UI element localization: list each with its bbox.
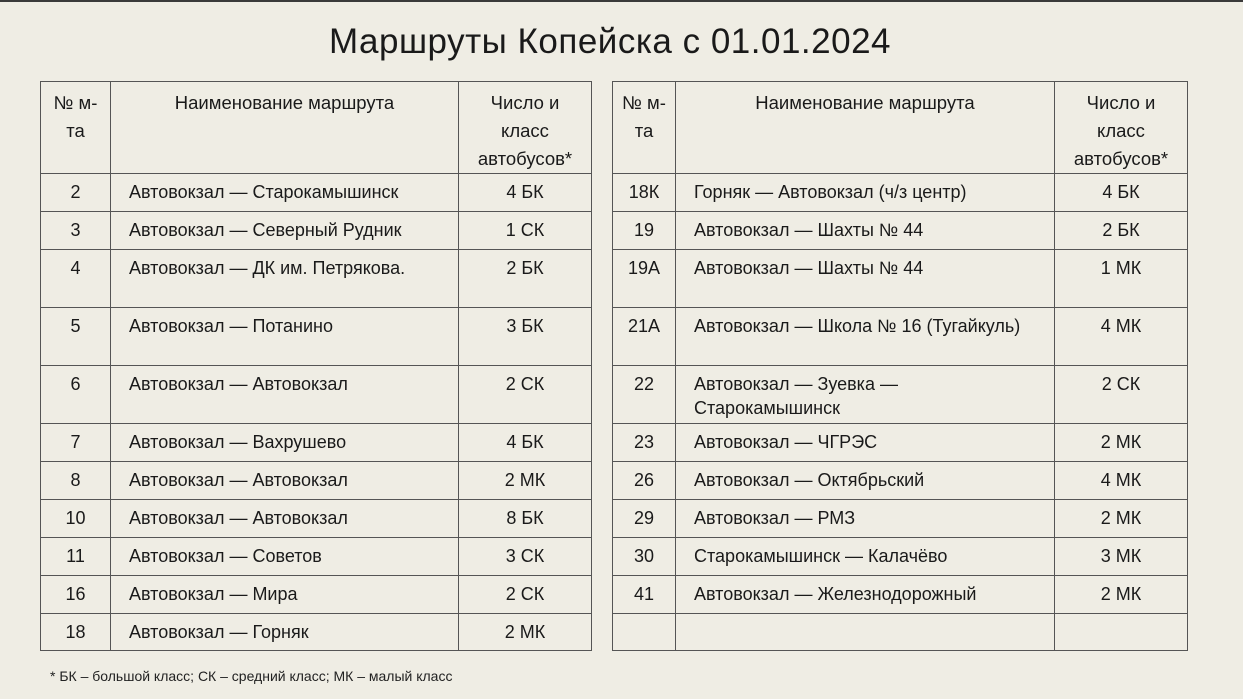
route-name-cell: Автовокзал — Железнодорожный [676,576,1055,614]
route-number-cell: 29 [613,500,676,538]
bus-count-cell: 2 СК [459,366,592,424]
bus-count-cell: 4 МК [1055,462,1188,500]
table-row [41,500,592,538]
route-number-cell: 41 [613,576,676,614]
header-bus-count: Число и класс автобусов* [1055,82,1188,174]
bus-count-cell: 1 МК [1055,250,1188,308]
route-name-cell: Автовокзал — РМЗ [676,500,1055,538]
bus-count-cell: 2 МК [1055,500,1188,538]
route-name-cell: Автовокзал — Старокамышинск [111,174,459,212]
bus-count-cell: 2 МК [1055,576,1188,614]
route-number-cell: 23 [613,424,676,462]
table-row [613,366,1188,424]
table-row [613,538,1188,576]
bus-count-cell: 2 СК [459,576,592,614]
bus-count-cell: 1 СК [459,212,592,250]
bus-count-cell: 3 СК [459,538,592,576]
route-name-cell: Автовокзал — Потанино [111,308,459,366]
table-row [41,538,592,576]
table-row [41,174,592,212]
bus-count-cell: 2 МК [1055,424,1188,462]
route-name-cell: Автовокзал — Зуевка — Старокамышинск [676,366,1055,424]
bus-count-cell: 2 МК [459,614,592,651]
table-row [41,212,592,250]
table-row [41,576,592,614]
table-row [613,174,1188,212]
route-number-cell: 7 [41,424,111,462]
route-number-cell: 21А [613,308,676,366]
table-row [613,308,1188,366]
route-name-cell: Старокамышинск — Калачёво [676,538,1055,576]
bus-count-cell: 4 МК [1055,308,1188,366]
bus-count-cell: 2 МК [459,462,592,500]
routes-table-right [612,81,1188,651]
route-name-cell: Автовокзал — Октябрьский [676,462,1055,500]
route-name-cell: Автовокзал — Автовокзал [111,462,459,500]
bus-count-cell: 2 БК [1055,212,1188,250]
header-route-number: № м-та [613,82,676,174]
header-route-name: Наименование маршрута [676,82,1055,174]
route-number-cell: 4 [41,250,111,308]
route-number-cell: 10 [41,500,111,538]
route-number-cell: 8 [41,462,111,500]
route-number-cell: 19 [613,212,676,250]
table-row [41,308,592,366]
route-number-cell: 16 [41,576,111,614]
routes-table-left [40,81,592,651]
header-route-name: Наименование маршрута [111,82,459,174]
table-row [613,250,1188,308]
route-number-cell: 3 [41,212,111,250]
table-row [613,614,1188,651]
route-name-cell: Автовокзал — Советов [111,538,459,576]
bus-count-cell: 2 БК [459,250,592,308]
bus-count-cell: 4 БК [459,424,592,462]
page-title: Маршруты Копейска с 01.01.2024 [328,22,892,61]
route-name-cell: Автовокзал — Школа № 16 (Тугайкуль) [676,308,1055,366]
route-number-cell: 18К [613,174,676,212]
table-header-row [613,82,1188,174]
route-name-cell: Автовокзал — Горняк [111,614,459,651]
bus-count-cell: 3 МК [1055,538,1188,576]
route-name-cell: Автовокзал — Шахты № 44 [676,250,1055,308]
bus-count-cell: 4 БК [459,174,592,212]
table-row [41,424,592,462]
table-row [613,500,1188,538]
route-number-cell: 11 [41,538,111,576]
route-number-cell: 5 [41,308,111,366]
table-row [41,366,592,424]
table-header-row [41,82,592,174]
route-number-cell: 26 [613,462,676,500]
bus-count-cell: 8 БК [459,500,592,538]
route-name-cell: Горняк — Автовокзал (ч/з центр) [676,174,1055,212]
route-name-cell: Автовокзал — Северный Рудник [111,212,459,250]
table-row [41,462,592,500]
route-number-cell [613,614,676,651]
table-row [41,614,592,651]
route-number-cell: 19А [613,250,676,308]
footnote: * БК – большой класс; СК – средний класс; МК – малый класс [50,668,453,684]
route-name-cell: Автовокзал — ЧГРЭС [676,424,1055,462]
header-bus-count: Число и класс автобусов* [459,82,592,174]
route-name-cell: Автовокзал — Шахты № 44 [676,212,1055,250]
bus-count-cell [1055,614,1188,651]
route-name-cell [676,614,1055,651]
table-row [613,462,1188,500]
route-name-cell: Автовокзал — Автовокзал [111,366,459,424]
bus-count-cell: 4 БК [1055,174,1188,212]
route-number-cell: 18 [41,614,111,651]
header-route-number: № м-та [41,82,111,174]
route-number-cell: 30 [613,538,676,576]
bus-count-cell: 3 БК [459,308,592,366]
route-number-cell: 6 [41,366,111,424]
table-row [613,424,1188,462]
bus-count-cell: 2 СК [1055,366,1188,424]
route-name-cell: Автовокзал — ДК им. Петрякова. [111,250,459,308]
table-row [613,212,1188,250]
route-name-cell: Автовокзал — Мира [111,576,459,614]
table-row [613,576,1188,614]
route-name-cell: Автовокзал — Автовокзал [111,500,459,538]
route-name-cell: Автовокзал — Вахрушево [111,424,459,462]
table-row [41,250,592,308]
route-number-cell: 2 [41,174,111,212]
route-number-cell: 22 [613,366,676,424]
